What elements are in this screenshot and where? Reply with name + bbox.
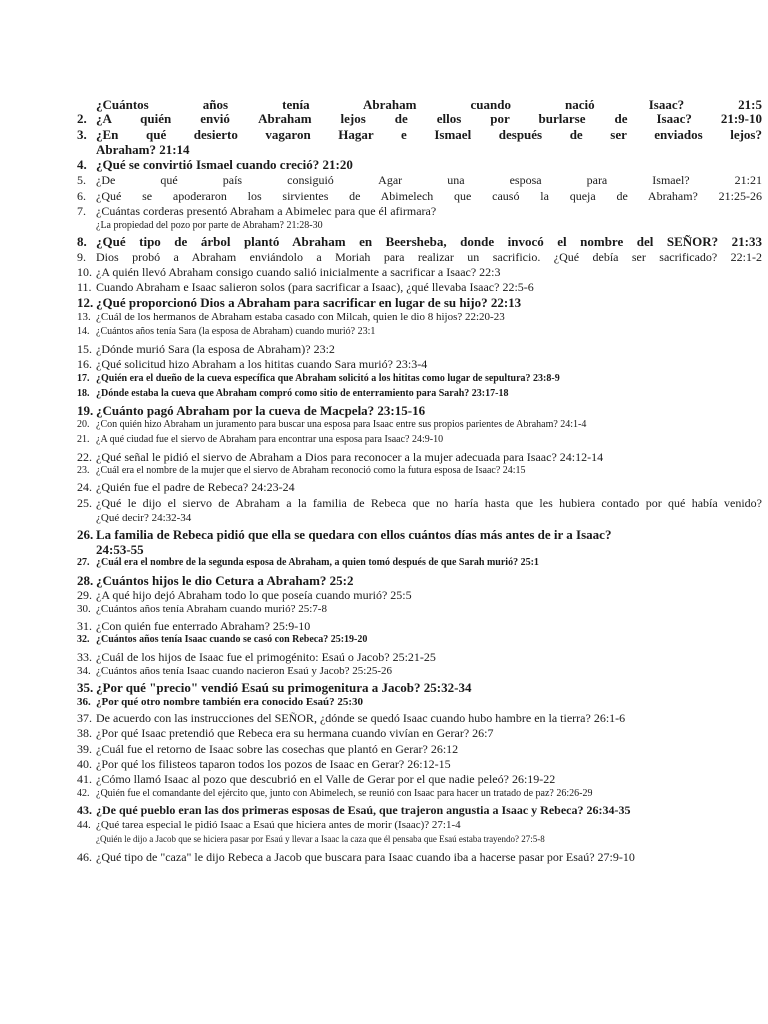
question-text: ¿Cuántos años tenía Isaac cuando nacieron Esaú y Jacob? 25:25-26 — [96, 665, 392, 677]
question-item — [77, 374, 762, 385]
question-item — [77, 281, 762, 294]
question-text: ¿Cuántos años tenía Abraham cuando murió? 25:7-8 — [96, 603, 327, 615]
question-number: 39. — [77, 742, 92, 756]
question-text: ¿Cuántos hijos le dio Cetura a Abraham? 25:2 — [96, 573, 354, 588]
question-number: 20. — [77, 419, 90, 430]
question-text: ¿Qué proporcionó Dios a Abraham para sacrificar en lugar de su hijo? 22:13 — [96, 295, 522, 310]
question-number: 2. — [77, 111, 87, 126]
question-number: 9. — [77, 250, 86, 264]
question-text: ¿Cuál fue el retorno de Isaac sobre las cosechas que plantó en Gerar? 26:12 — [96, 742, 459, 756]
question-text: ¿Por qué los filisteos taparon todos los pozos de Isaac en Gerar? 26:12-15 — [96, 757, 451, 771]
question-number: 29. — [77, 588, 92, 602]
question-number: 8. — [77, 234, 87, 249]
question-item — [77, 404, 762, 418]
question-number: 38. — [77, 726, 92, 740]
question-number: 25. — [77, 496, 92, 510]
question-text: ¿Dónde estaba la cueva que Abraham compró como sitio de enterramiento para Sarah? 23:17-18 — [96, 388, 509, 399]
question-number: 22. — [77, 450, 92, 464]
question-number: 14. — [77, 326, 90, 337]
question-text: ¿Cuántos años tenía Isaac cuando se casó con Rebeca? 25:19-20 — [96, 634, 368, 645]
question-number: 44. — [77, 819, 91, 831]
question-item — [77, 358, 762, 371]
question-item — [77, 158, 762, 172]
question-number: 24. — [77, 480, 92, 494]
question-text: ¿Qué le dijo el siervo de Abraham a la familia de Rebeca que no haría hasta que les hubiera contado por qué había venido? — [96, 496, 762, 510]
question-item — [77, 697, 762, 709]
question-number: 3. — [77, 127, 87, 142]
question-item — [77, 451, 762, 464]
question-text: ¿A qué hijo dejó Abraham todo lo que poseía cuando murió? 25:5 — [96, 588, 412, 602]
question-text: ¿Dónde murió Sara (la esposa de Abraham)? 23:2 — [96, 342, 335, 356]
question-item — [77, 235, 762, 249]
question-text: ¿Cuántos años tenía Sara (la esposa de Abraham) cuando murió? 23:1 — [96, 326, 376, 337]
question-item — [77, 343, 762, 356]
question-text: ¿Qué solicitud hizo Abraham a los hititas cuando Sara murió? 23:3-4 — [96, 357, 428, 371]
question-text: ¿Qué tipo de "caza" le dijo Rebeca a Jacob que buscara para Isaac cuando iba a hacerse pasar por Esaú? 27:9-10 — [96, 850, 635, 864]
question-text: ¿Quién fue el padre de Rebeca? 24:23-24 — [96, 480, 295, 494]
question-text: ¿Qué tarea especial le pidió Isaac a Esaú que hiciera antes de morir (Isaac)? 27:1-4 — [96, 819, 461, 831]
question-number: 18. — [77, 388, 90, 399]
question-number: 37. — [77, 711, 92, 725]
question-item — [77, 266, 762, 279]
question-item — [77, 481, 762, 494]
question-item — [77, 589, 762, 602]
question-text: ¿Cuánto pagó Abraham por la cueva de Macpela? 23:15-16 — [96, 403, 426, 418]
question-text: ¿De qué país consiguió Agar una esposa para Ismael? 21:21 — [96, 173, 762, 187]
question-text: ¿Qué tipo de árbol plantó Abraham en Beersheba, donde invocó el nombre del SEÑOR? 21:33 — [96, 234, 762, 249]
question-item — [77, 205, 762, 218]
question-continuation: 24:53-55 — [96, 542, 144, 557]
question-text: ¿Qué señal le pidió el siervo de Abraham a Dios para reconocer a la mujer adecuada para Isaac? 24:12-14 — [96, 450, 604, 464]
question-text: ¿A quién envió Abraham lejos de ellos por burlarse de Isaac? 21:9-10 — [96, 111, 762, 126]
question-continuation: ¿La propiedad del pozo por parte de Abraham? 21:28-30 — [96, 220, 323, 231]
question-text: ¿Quién era el dueño de la cueva específica que Abraham solicitó a los hititas como lugar de sepultura? 23:8-9 — [96, 373, 560, 384]
question-number: 31. — [77, 619, 92, 633]
question-text: ¿Cuál de los hijos de Isaac fue el primogénito: Esaú o Jacob? 25:21-25 — [96, 650, 436, 664]
question-item — [77, 743, 762, 756]
question-number: 11. — [77, 280, 92, 294]
question-number: 21. — [77, 434, 90, 445]
question-number: 10. — [77, 265, 92, 279]
question-text: ¿Cuál era el nombre de la segunda esposa de Abraham, a quien tomó después de que Sarah murió? 25:1 — [96, 557, 539, 568]
question-text: ¿Por qué "precio" vendió Esaú su primogenitura a Jacob? 25:32-34 — [96, 680, 472, 695]
question-number: 33. — [77, 650, 92, 664]
question-text: ¿Cuál de los hermanos de Abraham estaba casado con Milcah, quien le dio 8 hijos? 22:20-23 — [96, 311, 505, 323]
question-item — [77, 727, 762, 740]
question-number: 16. — [77, 357, 92, 371]
question-text: ¿Cuál era el nombre de la mujer que el siervo de Abraham reconoció como la futura esposa de Isaac? 24:15 — [96, 465, 526, 476]
question-number: 32. — [77, 634, 90, 645]
question-item — [77, 651, 762, 664]
question-continuation: ¿Qué decir? 24:32-34 — [96, 512, 192, 524]
question-number: 19. — [77, 403, 94, 418]
question-item — [77, 497, 762, 510]
question-text: ¿A quién llevó Abraham consigo cuando salió inicialmente a sacrificar a Isaac? 22:3 — [96, 265, 501, 279]
question-number: 36. — [77, 696, 91, 708]
question-number: 46. — [77, 850, 92, 864]
question-text: ¿Con quién hizo Abraham un juramento para buscar una esposa para Isaac entre sus propios parientes de Abraham? 24:1-4 — [96, 419, 587, 430]
question-number: 28. — [77, 573, 94, 588]
question-item — [77, 420, 762, 431]
question-text: ¿Quién le dijo a Jacob que se hiciera pasar por Esaú y llevar a Isaac la caza que él pensaba que Esaú estaba trayendo? 27:5-8 — [96, 834, 545, 844]
question-text: Dios probó a Abraham enviándolo a Moriah para realizar un sacrificio. ¿Qué debía ser sacrificado? 22:1-2 — [96, 250, 762, 264]
question-text: ¿Cómo llamó Isaac al pozo que descubrió en el Valle de Gerar por el que nadie peleó? 26:19-22 — [96, 772, 556, 786]
question-item — [77, 666, 762, 678]
question-number: 43. — [77, 803, 92, 817]
question-item — [77, 712, 762, 725]
question-number: 41. — [77, 772, 92, 786]
question-item — [77, 635, 762, 646]
question-number: 34. — [77, 665, 91, 677]
question-number: 5. — [77, 173, 86, 187]
question-number: 7. — [77, 204, 86, 218]
question-text: ¿Por qué Isaac pretendió que Rebeca era su hermana cuando vivían en Gerar? 26:7 — [96, 726, 494, 740]
question-item — [77, 128, 762, 142]
question-text: ¿Cuántas corderas presentó Abraham a Abimelec para que él afirmara? — [96, 204, 437, 218]
question-text: ¿Cuántos años tenía Abraham cuando nació Isaac? 21:5 — [96, 97, 762, 112]
question-text: ¿En qué desierto vagaron Hagar e Ismael después de ser enviados lejos? — [96, 127, 762, 142]
question-text: Cuando Abraham e Isaac salieron solos (para sacrificar a Isaac), ¿qué llevaba Isaac? 22:5-6 — [96, 280, 534, 294]
question-number: 6. — [77, 189, 86, 203]
question-item — [77, 558, 762, 569]
question-text: ¿Qué se apoderaron los sirvientes de Abimelech que causó la queja de Abraham? 21:25-26 — [96, 189, 762, 203]
question-number: 30. — [77, 603, 91, 615]
question-text: De acuerdo con las instrucciones del SEÑOR, ¿dónde se quedó Isaac cuando hubo hambre en la tierra? 26:1-6 — [96, 711, 626, 725]
question-item — [77, 835, 762, 845]
question-item — [77, 98, 762, 112]
question-number: 15. — [77, 342, 92, 356]
question-number: 23. — [77, 465, 90, 476]
question-text: ¿Qué se convirtió Ismael cuando creció? 21:20 — [96, 157, 353, 172]
question-item — [77, 312, 762, 324]
question-item — [77, 389, 762, 400]
question-text: ¿A qué ciudad fue el siervo de Abraham para encontrar una esposa para Isaac? 24:9-10 — [96, 434, 444, 445]
question-item — [77, 327, 762, 338]
question-item — [77, 758, 762, 771]
question-text: La familia de Rebeca pidió que ella se quedara con ellos cuántos días más antes de ir a Isaac? — [96, 527, 612, 542]
question-item — [77, 251, 762, 264]
question-text: ¿De qué pueblo eran las dos primeras esposas de Esaú, que trajeron angustia a Isaac y Rebeca? 26:34-35 — [96, 803, 631, 817]
question-item — [77, 820, 762, 832]
question-item — [77, 851, 762, 864]
question-item — [77, 296, 762, 310]
question-item — [77, 620, 762, 633]
question-number: 35. — [77, 680, 94, 695]
question-item — [77, 574, 762, 588]
question-number: 42. — [77, 788, 90, 799]
question-continuation: Abraham? 21:14 — [96, 142, 190, 157]
question-item — [77, 528, 762, 542]
question-item — [77, 681, 762, 695]
question-item — [77, 773, 762, 786]
question-item — [77, 789, 762, 800]
question-number: 13. — [77, 311, 91, 323]
question-number: 27. — [77, 557, 90, 568]
question-number: 17. — [77, 373, 90, 384]
question-text: ¿Por qué otro nombre también era conocido Esaú? 25:30 — [96, 696, 364, 708]
question-item — [77, 804, 762, 817]
question-item — [77, 174, 762, 187]
question-text: ¿Con quién fue enterrado Abraham? 25:9-10 — [96, 619, 311, 633]
question-number: 26. — [77, 527, 94, 542]
question-number: 12. — [77, 295, 94, 310]
question-item — [77, 604, 762, 616]
question-item — [77, 190, 762, 203]
question-item — [77, 112, 762, 126]
question-number: 40. — [77, 757, 92, 771]
question-text: ¿Quién fue el comandante del ejército que, junto con Abimelech, se reunió con Isaac para hacer un tratado de paz? 26:26-29 — [96, 788, 593, 799]
question-item — [77, 435, 762, 446]
question-number: 4. — [77, 157, 87, 172]
question-item — [77, 466, 762, 477]
